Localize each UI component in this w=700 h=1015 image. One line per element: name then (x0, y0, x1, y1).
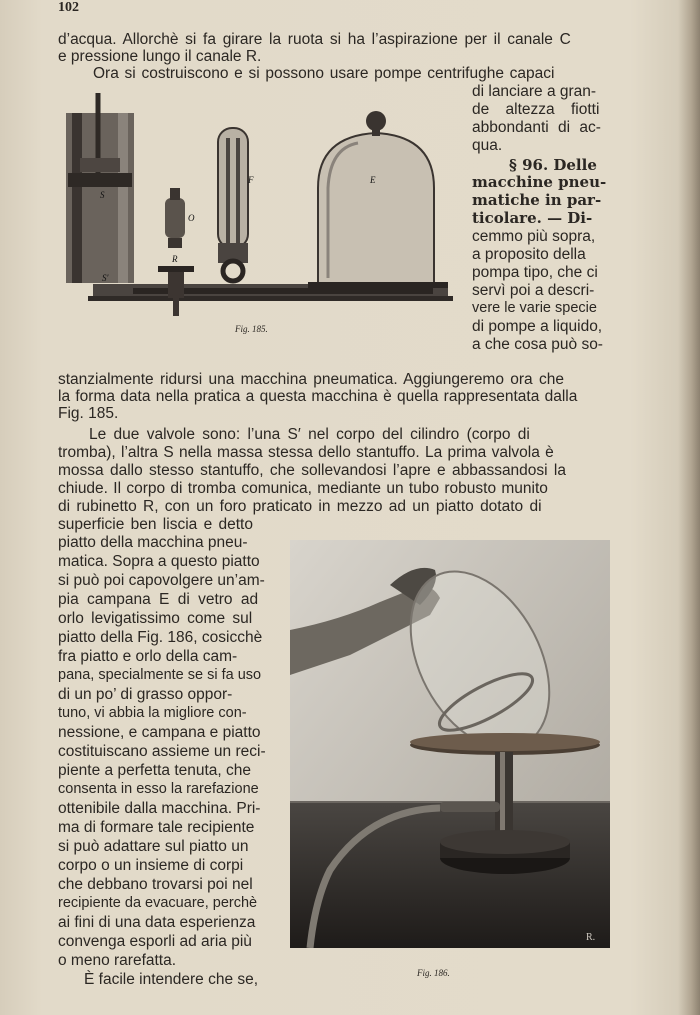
text-line: superficie ben liscia e detto (58, 516, 253, 533)
text-line: abbondanti di ac- (472, 119, 601, 136)
text-line: o meno rarefatta. (58, 952, 177, 969)
figure-186-caption: Fig. 186. (417, 968, 450, 978)
text-line: pana, specialmente se si fa uso (58, 667, 262, 683)
text-line: servì poi a descri- (472, 282, 595, 299)
text-line: piatto della Fig. 186, cosicchè (58, 629, 263, 646)
text-line: corpo o un insieme di corpi (58, 857, 244, 874)
text-line: pia campana E di vetro ad (58, 591, 259, 608)
text-line: de altezza fiotti (472, 101, 600, 118)
text-line: qua. (472, 137, 503, 154)
text-line: matica. Sopra a questo piatto (58, 553, 260, 570)
text-line: consenta in esso la rarefazione (58, 781, 259, 797)
text-line: e pressione lungo il canale R. (58, 48, 262, 65)
section-heading: matiche in par- (472, 191, 602, 209)
text-line: piente a perfetta tenuta, che (58, 762, 252, 779)
figure-label: O (188, 213, 195, 223)
text-line: si può poi capovolgere un’am- (58, 572, 265, 589)
text-line: a proposito della (472, 246, 586, 263)
figure-185-air-pump-illustration (58, 88, 458, 323)
text-line: tuno, vi abbia la migliore con- (58, 705, 247, 721)
figure-185-caption: Fig. 185. (235, 324, 268, 334)
text-line: di rubinetto R, con un foro praticato in mezzo ad un piatto dotato di (58, 498, 542, 515)
text-line: cemmo più sopra, (472, 228, 596, 245)
text-line: fra piatto e orlo della cam- (58, 648, 238, 665)
text-line: Fig. 185. (58, 405, 119, 422)
text-line: di un po’ di grasso oppor- (58, 686, 233, 703)
figure-label: E (370, 175, 376, 185)
text-line: a che cosa può so- (472, 336, 603, 353)
text-line: recipiente da evacuare, perchè (58, 895, 258, 911)
text-line: tromba), l’altra S nella massa stessa dello stantuffo. La prima valvola è (58, 444, 554, 461)
figure-label: R (172, 254, 178, 264)
figure-label: F (248, 175, 254, 185)
text-line: si può adattare sul piatto un (58, 838, 249, 855)
text-line: mossa dallo stesso stantuffo, che sollevandosi l’apre e abbassandosi la (58, 462, 566, 479)
section-heading: macchine pneu- (472, 173, 607, 191)
text-line: Le due valvole sono: l’una S′ nel corpo del cilindro (corpo di (89, 426, 530, 443)
figure-label: S (100, 190, 105, 200)
text-line: pompa tipo, che ci (472, 264, 598, 281)
text-line: Ora si costruiscono e si possono usare pompe centrifughe capaci (93, 65, 555, 82)
figure-label: S′ (102, 273, 109, 283)
text-line: orlo levigatissimo come sul (58, 610, 253, 627)
text-line: ottenibile dalla macchina. Pri- (58, 800, 261, 817)
text-line: che debbano trovarsi poi nel (58, 876, 253, 893)
section-heading: § 96. Delle (509, 156, 597, 174)
text-line: ai fini di una data esperienza (58, 914, 256, 931)
text-line: È facile intendere che se, (84, 971, 259, 988)
page-fold-shadow (678, 0, 700, 1015)
text-line: stanzialmente ridursi una macchina pneumatica. Aggiungeremo ora che (58, 371, 564, 388)
text-line: di lanciare a gran- (472, 83, 597, 100)
text-line: chiude. Il corpo di tromba comunica, mediante un tubo robusto munito (58, 480, 548, 497)
figure-186-bell-jar-photo (290, 540, 610, 948)
text-line: nessione, e campana e piatto (58, 724, 261, 741)
text-line: vere le varie specie (472, 300, 597, 316)
text-line: ma di formare tale recipiente (58, 819, 255, 836)
text-line: costituiscano assieme un reci- (58, 743, 266, 760)
text-line: d’acqua. Allorchè si fa girare la ruota si ha l’aspirazione per il canale C (58, 31, 571, 48)
text-line: la forma data nella pratica a questa macchina è quella rappresentata dalla (58, 388, 578, 405)
text-line: piatto della macchina pneu- (58, 534, 248, 551)
text-line: di pompe a liquido, (472, 318, 603, 335)
page-number: 102 (58, 0, 79, 15)
photo-engraver-mark: R. (586, 932, 596, 943)
section-heading: ticolare. — Di- (472, 209, 593, 227)
text-line: convenga esporli ad aria più (58, 933, 252, 950)
